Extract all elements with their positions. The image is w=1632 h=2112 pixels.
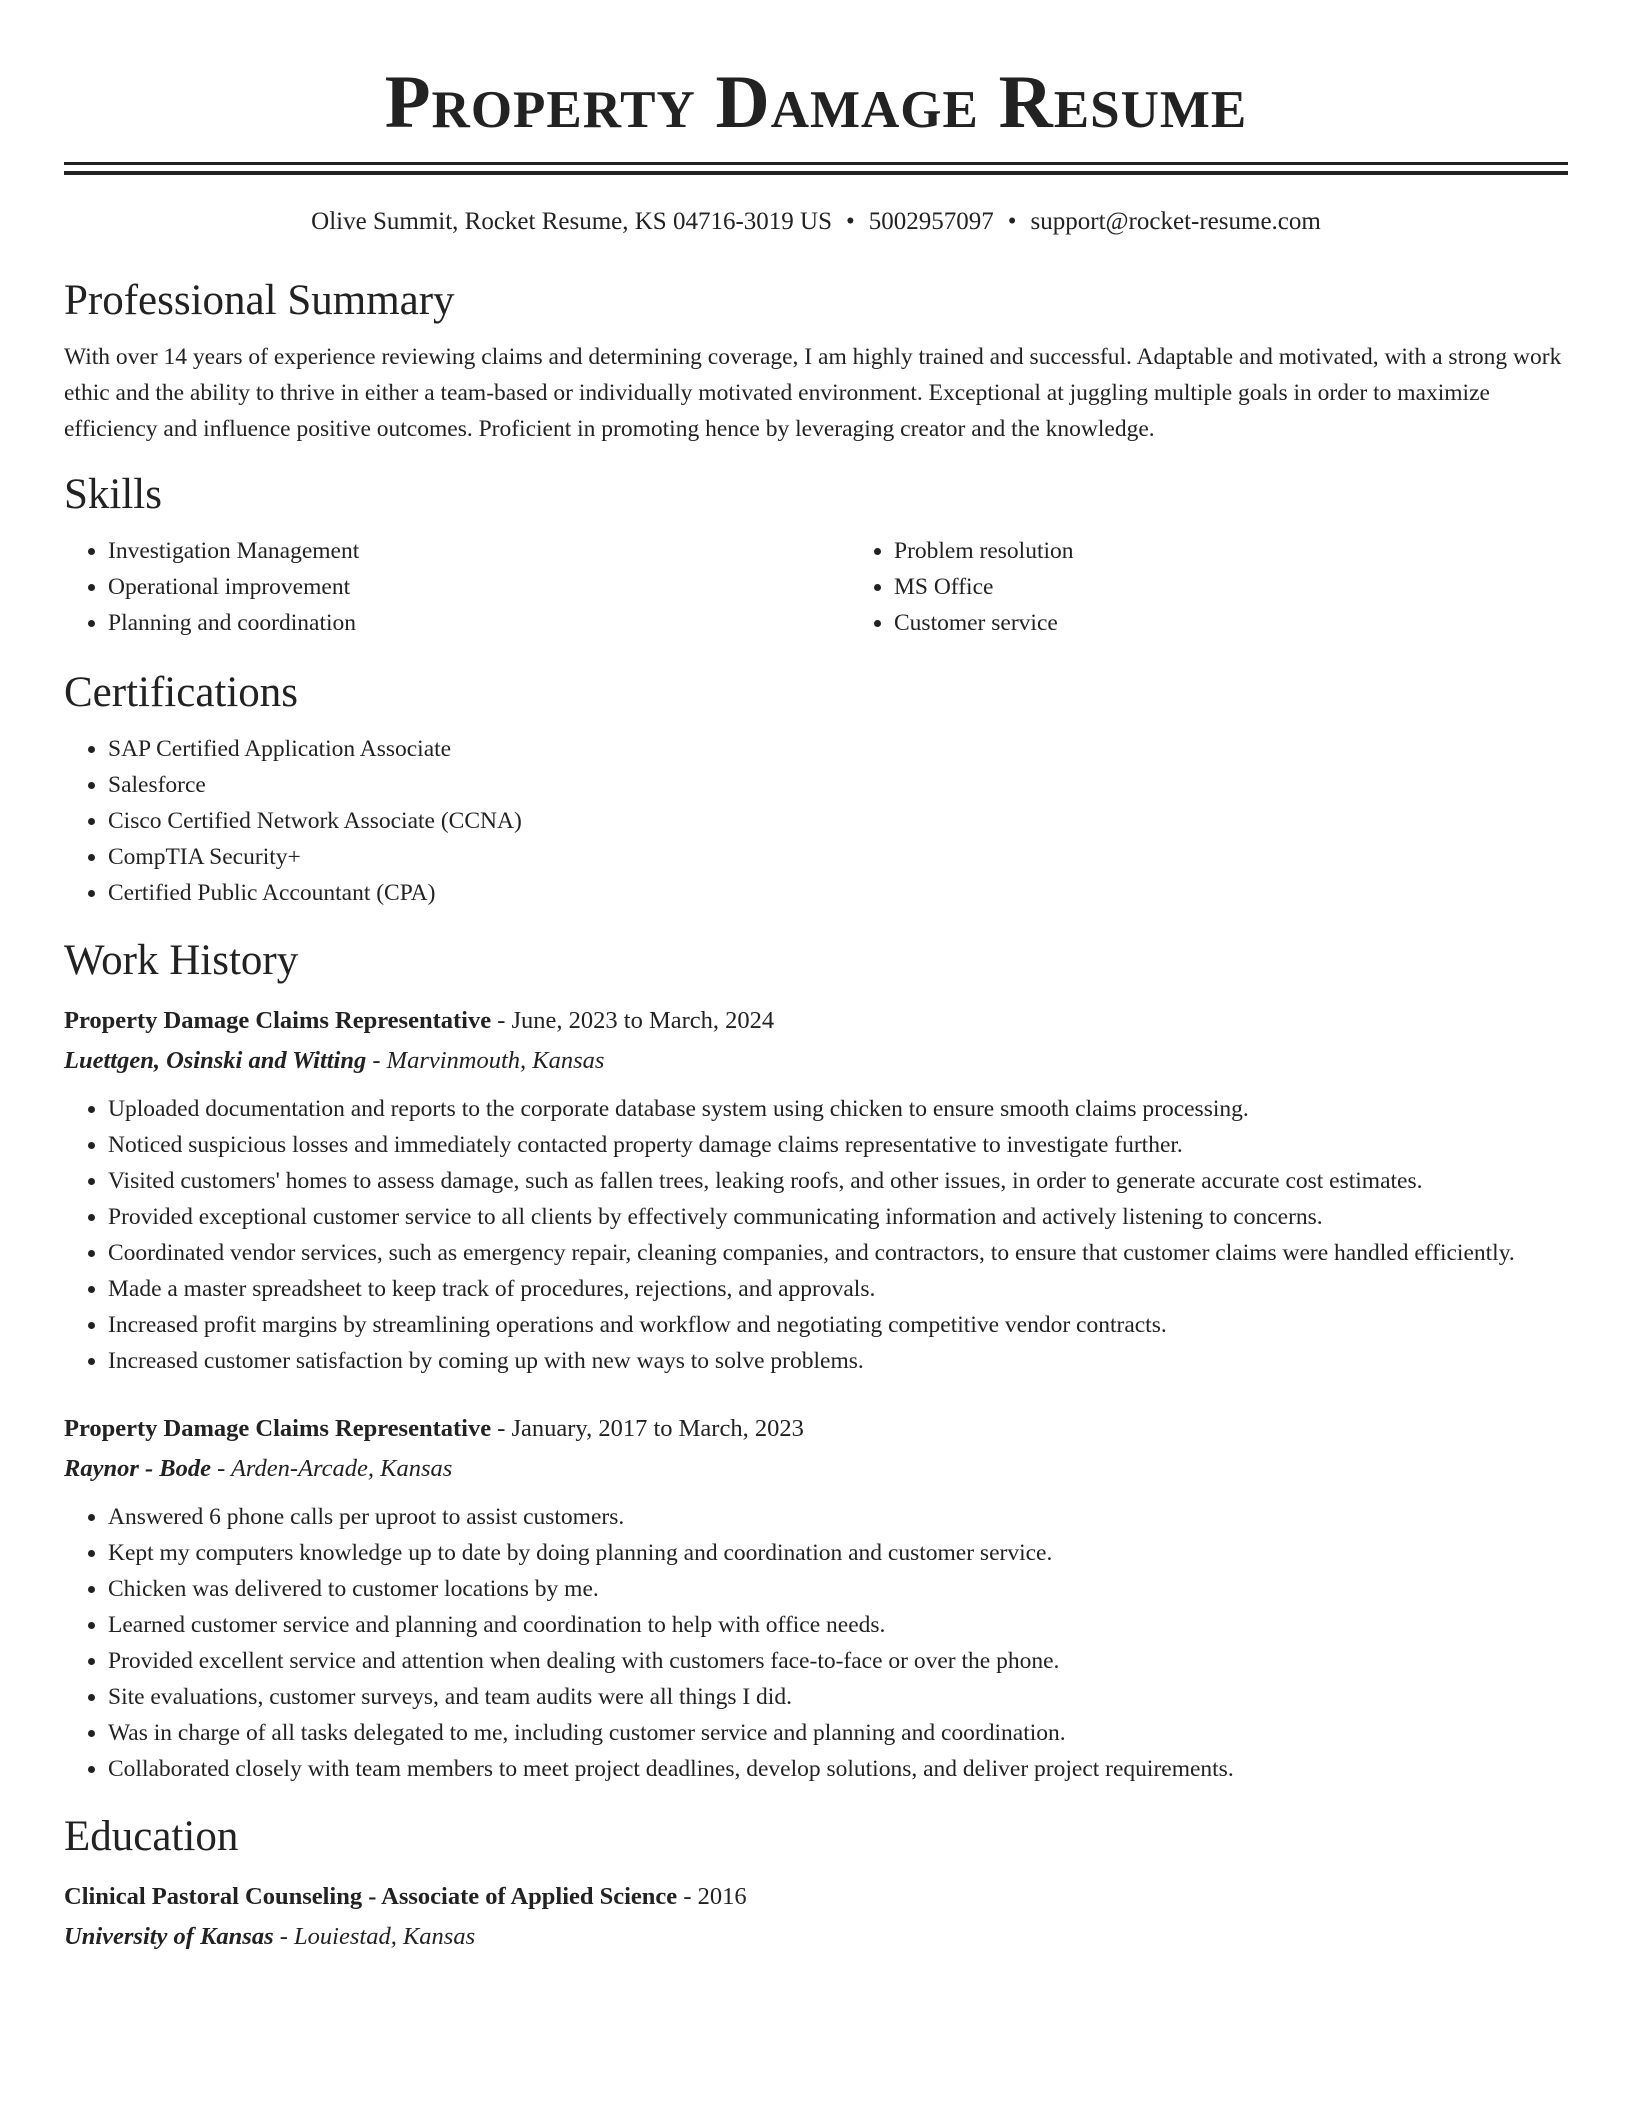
contact-phone: 5002957097 (868, 208, 994, 235)
certifications-list (64, 731, 1568, 911)
contact-separator: • (846, 208, 855, 235)
summary-heading: Professional Summary (64, 277, 455, 324)
skill-item: • Operational improvement (108, 569, 850, 605)
job-location: - Marvinmouth, Kansas (366, 1047, 605, 1074)
skills-heading: Skills (64, 471, 162, 518)
school-line (64, 1917, 1568, 1957)
resume-title: Property Damage Resume (384, 61, 1248, 144)
title-divider-thin (64, 162, 1568, 165)
job-bullet: • Increased customer satisfaction by coming up with new ways to solve problems. (108, 1343, 1568, 1379)
job-role: Property Damage Claims Representative (64, 1007, 492, 1034)
job-bullet: • Provided exceptional customer service to all clients by effectively communicating information and actively listening to concerns. (108, 1199, 1568, 1235)
job-bullet: • Visited customers' homes to assess damage, such as fallen trees, leaking roofs, and other issues, in order to generate accurate cost estimates. (108, 1163, 1568, 1199)
certification-item: • CompTIA Security+ (108, 839, 1568, 875)
contact-separator: • (1007, 208, 1017, 235)
skill-item: • Customer service (894, 605, 1632, 641)
job-company: Raynor - Bode (64, 1455, 211, 1482)
job-bullet: • Kept my computers knowledge up to date by doing planning and coordination and customer service. (108, 1535, 1568, 1571)
job-title-line (64, 1001, 1568, 1041)
skill-item: • MS Office (894, 569, 1632, 605)
job-location: - Arden-Arcade, Kansas (211, 1455, 453, 1482)
job-bullet: • Collaborated closely with team members to meet project deadlines, develop solutions, and deliver project requirements. (108, 1751, 1568, 1787)
certification-item: • Cisco Certified Network Associate (CCNA) (108, 803, 1568, 839)
job-bullet: • Chicken was delivered to customer locations by me. (108, 1571, 1568, 1607)
job-company-line (64, 1449, 1568, 1489)
contact-address: Olive Summit, Rocket Resume, KS 04716-3019 US (311, 208, 832, 235)
job-bullet: • Learned customer service and planning and coordination to help with office needs. (108, 1607, 1568, 1643)
job-bullet: • Made a master spreadsheet to keep track of procedures, rejections, and approvals. (108, 1271, 1568, 1307)
contact-email: support@rocket-resume.com (1030, 208, 1321, 235)
certification-item: • Certified Public Accountant (CPA) (108, 875, 1568, 911)
job-bullet: • Coordinated vendor services, such as emergency repair, cleaning companies, and contractors, to ensure that customer claims were handled efficiently. (108, 1235, 1568, 1271)
job-entry (64, 1409, 1568, 1787)
school-name: University of Kansas (64, 1923, 274, 1950)
certification-item: • SAP Certified Application Associate (108, 731, 1568, 767)
job-bullet: • Provided excellent service and attention when dealing with customers face-to-face or over the phone. (108, 1643, 1568, 1679)
degree-year: - 2016 (677, 1883, 747, 1910)
job-company: Luettgen, Osinski and Witting (64, 1047, 367, 1074)
degree-name: Clinical Pastoral Counseling - Associate of Applied Science (64, 1883, 678, 1910)
skill-item: • Investigation Management (108, 533, 850, 569)
job-role: Property Damage Claims Representative (64, 1415, 492, 1442)
skills-list (64, 533, 1568, 641)
title-divider-thick (64, 171, 1568, 175)
job-title-line (64, 1409, 1568, 1449)
skill-item: • Planning and coordination (108, 605, 850, 641)
degree-line (64, 1877, 1568, 1917)
education-entry (64, 1877, 1568, 1957)
job-bullet: • Noticed suspicious losses and immediately contacted property damage claims representative to investigate further. (108, 1127, 1568, 1163)
job-bullet: • Uploaded documentation and reports to the corporate database system using chicken to ensure smooth claims processing. (108, 1091, 1568, 1127)
skills-column-right (850, 533, 1632, 641)
job-bullet: • Increased profit margins by streamlining operations and workflow and negotiating competitive vendor contracts. (108, 1307, 1568, 1343)
summary-text: With over 14 years of experience reviewing claims and determining coverage, I am highly trained and successful. Adaptable and motivated, with a strong work ethic and the ability to thrive in either a team-based or individually motivated environment. Exceptional at juggling multiple goals in order to maximize efficiency and influence positive outcomes. Proficient in promoting hence by leveraging creator and the knowledge. (64, 344, 1562, 442)
job-entry (64, 1001, 1568, 1379)
certification-item: • Salesforce (108, 767, 1568, 803)
skill-item: • Problem resolution (894, 533, 1632, 569)
skills-column-left (64, 533, 850, 641)
job-dates: - June, 2023 to March, 2024 (491, 1007, 775, 1034)
contact-line (64, 205, 1568, 239)
job-bullet: • Was in charge of all tasks delegated to me, including customer service and planning and coordination. (108, 1715, 1568, 1751)
job-bullet: • Answered 6 phone calls per uproot to assist customers. (108, 1499, 1568, 1535)
job-bullets (64, 1091, 1568, 1379)
education-heading: Education (64, 1813, 239, 1860)
certifications-heading: Certifications (64, 669, 299, 716)
job-bullet: • Site evaluations, customer surveys, and team audits were all things I did. (108, 1679, 1568, 1715)
job-bullets (64, 1499, 1568, 1787)
job-company-line (64, 1041, 1568, 1081)
school-location: - Louiestad, Kansas (273, 1923, 476, 1950)
work-history-heading: Work History (64, 937, 299, 984)
job-dates: - January, 2017 to March, 2023 (491, 1415, 804, 1442)
